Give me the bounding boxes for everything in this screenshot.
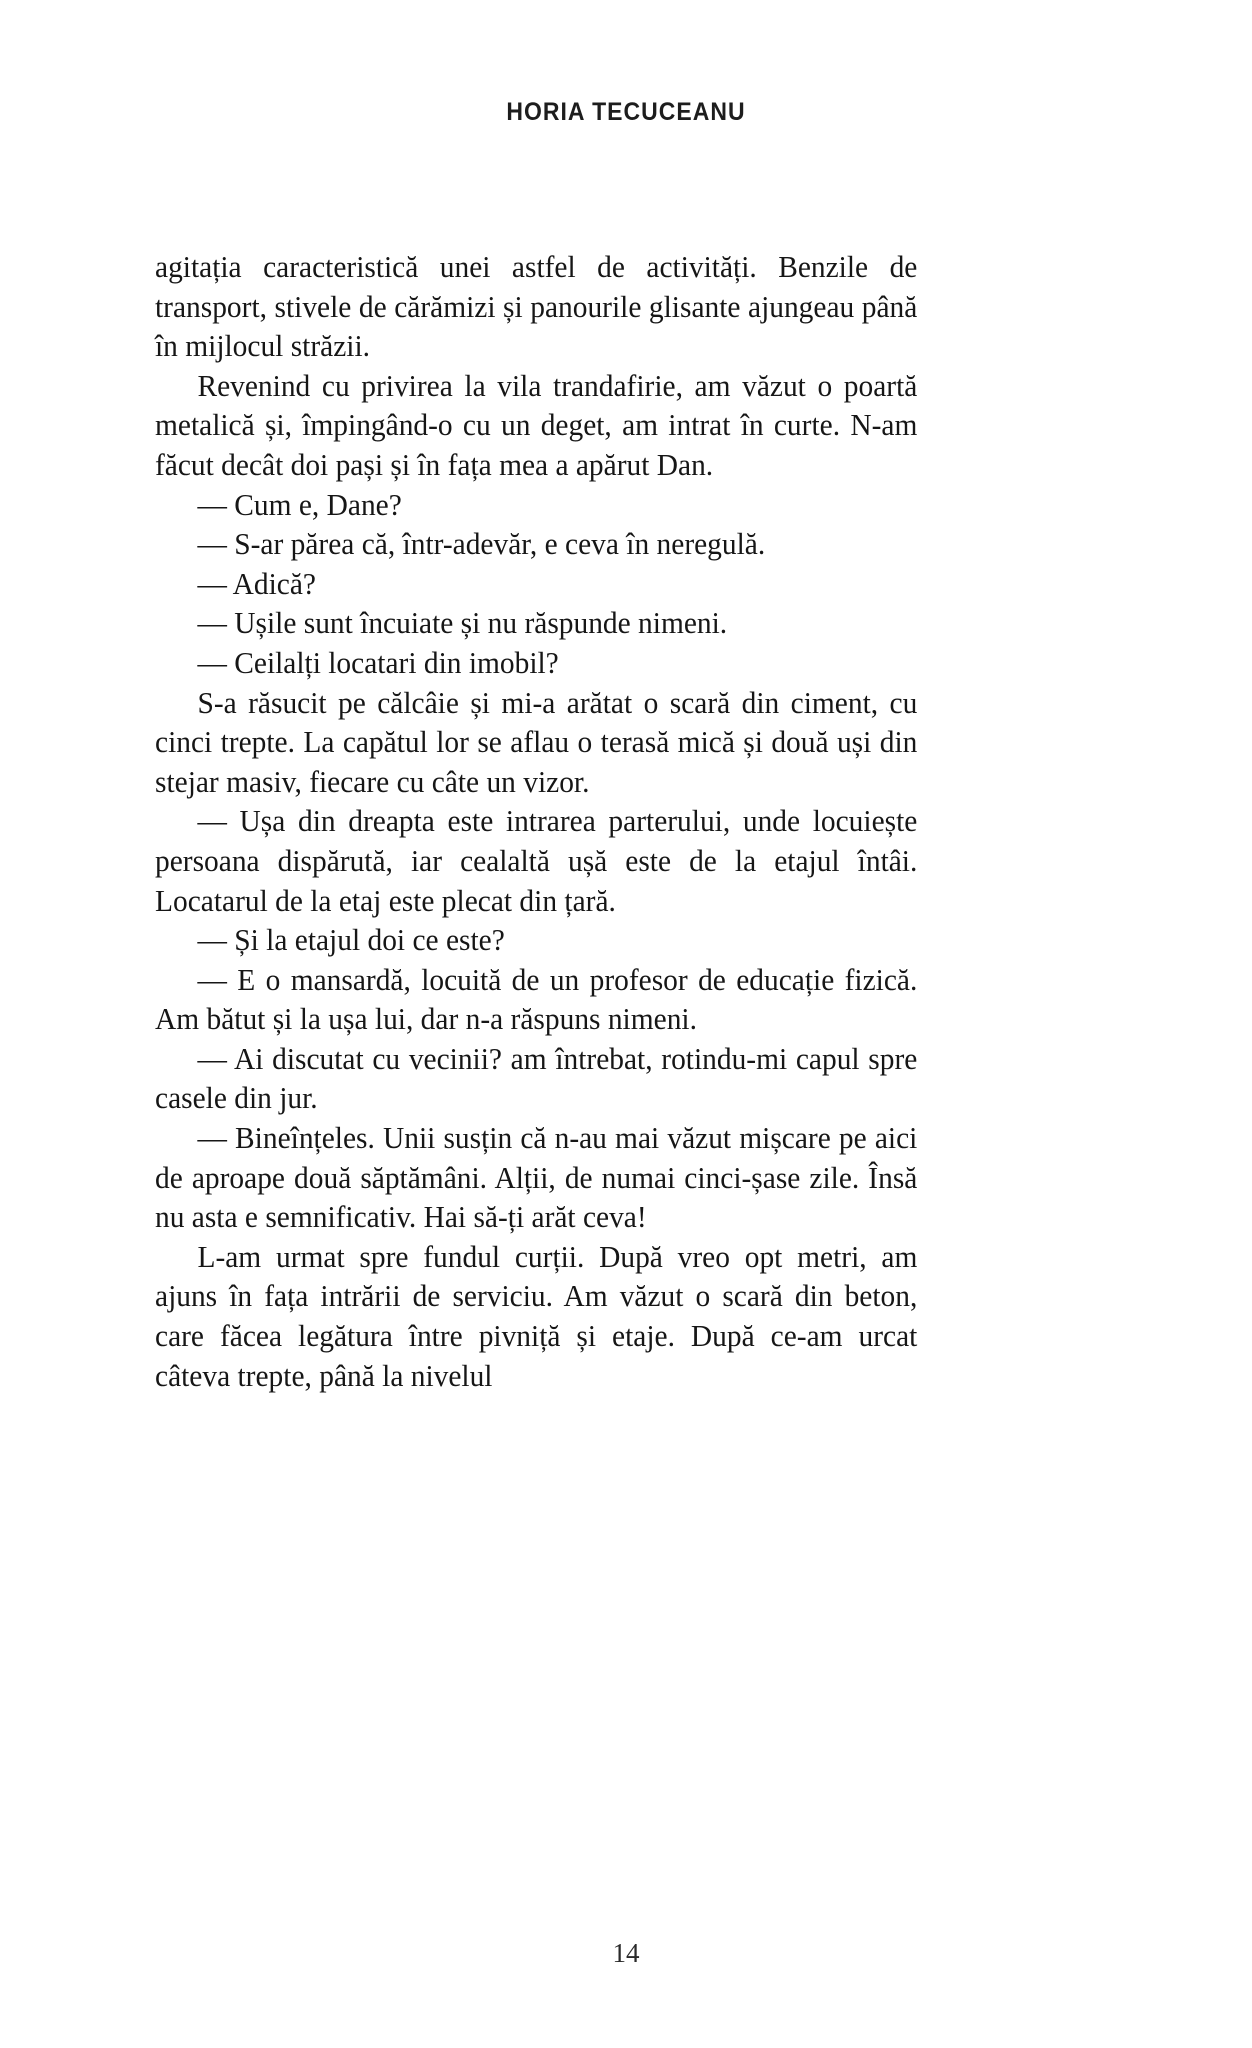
- paragraph: S-a răsucit pe călcâie și mi-a arătat o scară din ciment, cu cinci trepte. La capătul lor se aflau o terasă mică și două uși din stejar masiv, fiecare cu câte un vizor.: [155, 685, 918, 799]
- dialogue-line: — Ceilalți locatari din imobil?: [197, 645, 559, 680]
- dialogue-line: — E o mansardă, locuită de un profesor de educație fizică. Am bătut și la ușa lui, dar n-a răspuns nimeni.: [155, 962, 918, 1037]
- dialogue-line: — Ușa din dreapta este intrarea parterului, unde locuiește persoana dispărută, iar cealaltă ușă este de la etajul întâi. Locatarul de la etaj este plecat din țară.: [155, 804, 918, 918]
- paragraph: Revenind cu privirea la vila trandafirie, am văzut o poartă metalică și, împingând-o cu un deget, am intrat în curte. N-am făcut decât doi pași și în fața mea a apărut Dan.: [155, 368, 918, 482]
- running-header: HORIA TECUCEANU: [506, 98, 746, 126]
- page-number: 14: [612, 1938, 640, 1968]
- dialogue-line: — Ai discutat cu vecinii? am întrebat, rotindu-mi capul spre casele din jur.: [155, 1041, 918, 1116]
- body-text-block: [155, 248, 945, 1396]
- paragraph: L-am urmat spre fundul curții. După vreo opt metri, am ajuns în fața intrării de serviciu. Am văzut o scară din beton, care făcea legătura între pivniță și etaje. După ce-am urcat câteva trepte, până la nivelul: [155, 1239, 918, 1393]
- dialogue-line: — Și la etajul doi ce este?: [197, 923, 505, 958]
- dialogue-line: — Bineînțeles. Unii susțin că n-au mai văzut mișcare pe aici de aproape două săptămâni. Alții, de numai cinci-șase zile. Însă nu asta e semnificativ. Hai să-ți arăt ceva!: [155, 1121, 918, 1235]
- dialogue-line: — S-ar părea că, într-adevăr, e ceva în neregulă.: [197, 527, 766, 562]
- dialogue-line: — Ușile sunt încuiate și nu răspunde nimeni.: [197, 606, 728, 641]
- dialogue-line: — Cum e, Dane?: [197, 487, 402, 522]
- paragraph: agitația caracteristică unei astfel de activități. Benzile de transport, stivele de cărămizi și panourile glisante ajungeau până în mijlocul străzii.: [155, 250, 918, 364]
- dialogue-line: — Adică?: [197, 566, 316, 601]
